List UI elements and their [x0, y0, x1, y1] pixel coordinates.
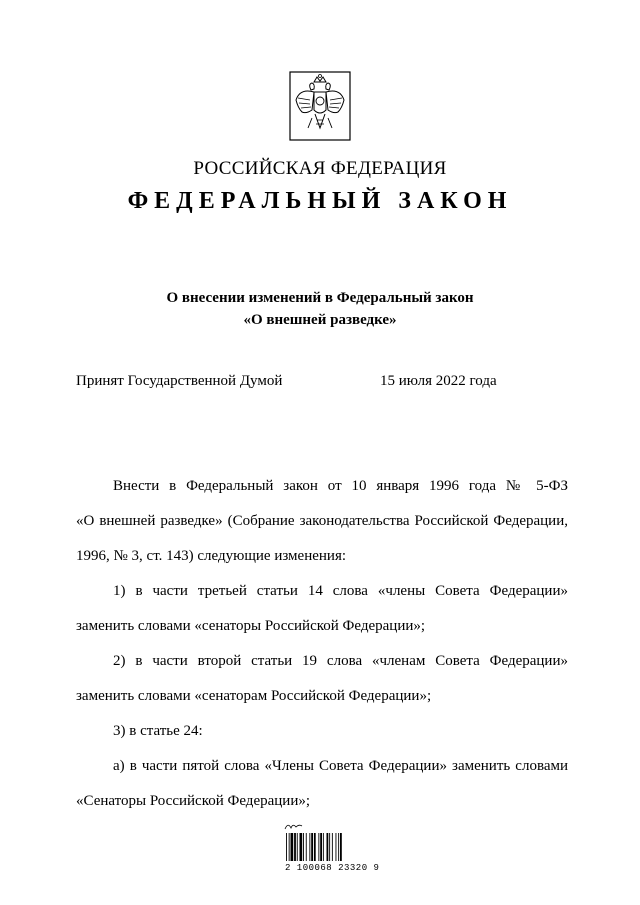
body-line: Внести в Федеральный закон от 10 января 1996 года № 5-ФЗ: [113, 478, 568, 494]
signature-mark-icon: [284, 820, 304, 832]
barcode-bar: [300, 833, 303, 861]
barcode-bar: [291, 833, 294, 861]
law-title: [0, 287, 640, 331]
body-line: «Сенаторы Российской Федерации»;: [76, 793, 311, 809]
barcode-bar: [289, 833, 290, 861]
barcode-bar: [311, 833, 313, 861]
barcode-bar: [309, 833, 310, 861]
body-line: а) в части пятой слова «Члены Совета Федерации» заменить словами: [113, 758, 568, 774]
barcode-number: 2 100068 23320 9: [285, 863, 380, 873]
body-line: 1996, № 3, ст. 143) следующие изменения:: [76, 548, 347, 564]
barcode-bar: [294, 833, 296, 861]
barcode: [285, 833, 359, 861]
barcode-bar: [306, 833, 307, 861]
barcode-bar: [318, 833, 319, 861]
coat-of-arms-icon: [288, 70, 352, 142]
law-title-line-2: «О внешней разведке»: [243, 312, 397, 328]
barcode-bar: [314, 833, 316, 861]
body-line: заменить словами «сенаторам Российской Федерации»;: [76, 688, 432, 704]
barcode-bar: [297, 833, 298, 861]
barcode-bar: [336, 833, 337, 861]
barcode-bar: [323, 833, 324, 861]
body-line: 2) в части второй статьи 19 слова «членам Совета Федерации»: [113, 653, 568, 669]
barcode-bar: [329, 833, 330, 861]
adoption-label: Принят Государственной Думой: [76, 373, 283, 389]
country-name: РОССИЙСКАЯ ФЕДЕРАЦИЯ: [193, 158, 447, 179]
body-line: заменить словами «сенаторы Российской Федерации»;: [76, 618, 426, 634]
body-line: 3) в статье 24:: [113, 723, 203, 739]
barcode-bar: [340, 833, 342, 861]
body-line: 1) в части третьей статьи 14 слова «члены Совета Федерации»: [113, 583, 568, 599]
barcode-bar: [332, 833, 333, 861]
barcode-bar: [303, 833, 304, 861]
body-line: «О внешней разведке» (Собрание законодательства Российской Федерации,: [76, 513, 568, 529]
adoption-date: 15 июля 2022 года: [380, 373, 497, 389]
barcode-bar: [327, 833, 329, 861]
barcode-bar: [320, 833, 322, 861]
document-type: ФЕДЕРАЛЬНЫЙ ЗАКОН: [127, 188, 513, 214]
barcode-bar: [286, 833, 287, 861]
barcode-bar: [338, 833, 339, 861]
law-title-line-1: О внесении изменений в Федеральный закон: [166, 290, 474, 306]
